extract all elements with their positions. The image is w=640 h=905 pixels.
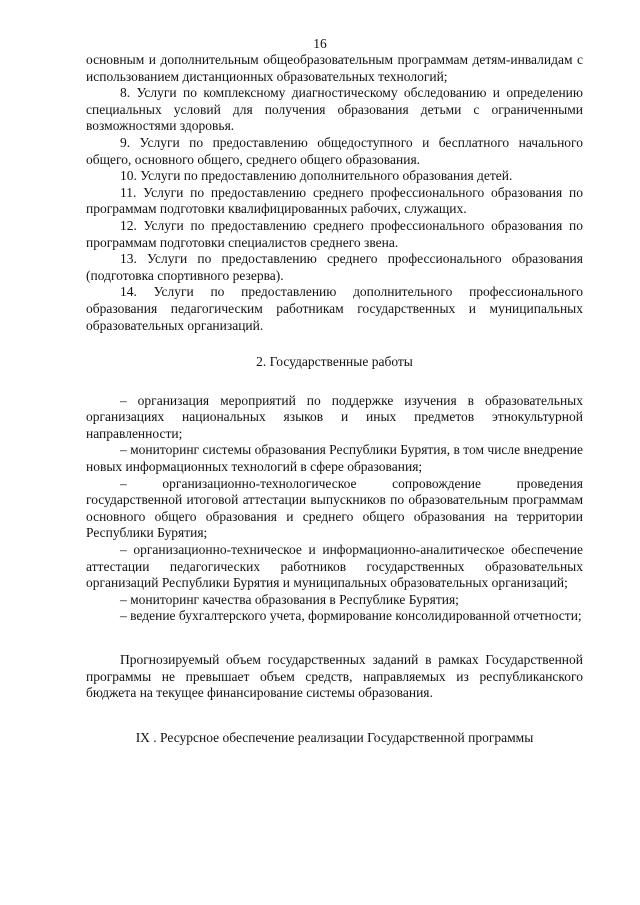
- page-number: 16: [313, 36, 327, 51]
- works-list: [86, 393, 583, 625]
- work-item: – ведение бухгалтерского учета, формирование консолидированной отчетности;: [120, 608, 582, 624]
- service-item-8: 8. Услуги по комплексному диагностическому обследованию и определению специальных условий для получения образования детьми с ограниченными возможностями здоровья.: [86, 85, 583, 134]
- service-item-13: 13. Услуги по предоставлению среднего профессионального образования (подготовка спортивного резерва).: [86, 251, 583, 283]
- services-continuation: основным и дополнительным общеобразовательным программам детям-инвалидам с использованием дистанционных образовательных технологий;: [86, 52, 583, 84]
- work-item: – мониторинг качества образования в Республике Бурятия;: [120, 591, 459, 607]
- work-item: – организационно-технологическое сопровождение проведения государственной итоговой аттестации выпускников по образовательным программам основного общего образования и среднего общего образования на территории Республики Бурятия;: [86, 475, 583, 541]
- section-9-heading: IX . Ресурсное обеспечение реализации Государственной программы: [135, 729, 534, 745]
- forecast-paragraph: Прогнозируемый объем государственных заданий в рамках Государственной программы не превышает объем средств, направляемых из республиканского бюджета на текущее финансирование системы образования.: [86, 652, 583, 701]
- service-item-9: 9. Услуги по предоставлению общедоступного и бесплатного начального общего, основного общего, среднего общего образования.: [86, 134, 583, 167]
- document-body: [86, 52, 583, 746]
- work-item: – мониторинг системы образования Республики Бурятия, в том числе внедрение новых информационных технологий в сфере образования;: [86, 442, 583, 475]
- service-item-14: 14. Услуги по предоставлению дополнительного профессионального образования педагогическим работникам государственных и муниципальных образовательных организаций.: [86, 284, 583, 333]
- service-item-11: 11. Услуги по предоставлению среднего профессионального образования по программам подготовки квалифицированных рабочих, служащих.: [86, 184, 583, 217]
- services-list: [86, 85, 583, 334]
- service-item-12: 12. Услуги по предоставлению среднего профессионального образования по программам подготовки специалистов среднего звена.: [86, 217, 583, 250]
- work-item: – организация мероприятий по поддержке изучения в образовательных организациях национальных языков и иных предметов этнокультурной направленности;: [86, 392, 583, 441]
- service-item-10: 10. Услуги по предоставлению дополнительного образования детей.: [120, 168, 513, 184]
- section-2-heading: 2. Государственные работы: [256, 354, 413, 370]
- work-item: – организационно-техническое и информационно-аналитическое обеспечение аттестации педагогических работников государственных образовательных организаций Республики Бурятия и муниципальных образовательных организаций;: [86, 542, 583, 591]
